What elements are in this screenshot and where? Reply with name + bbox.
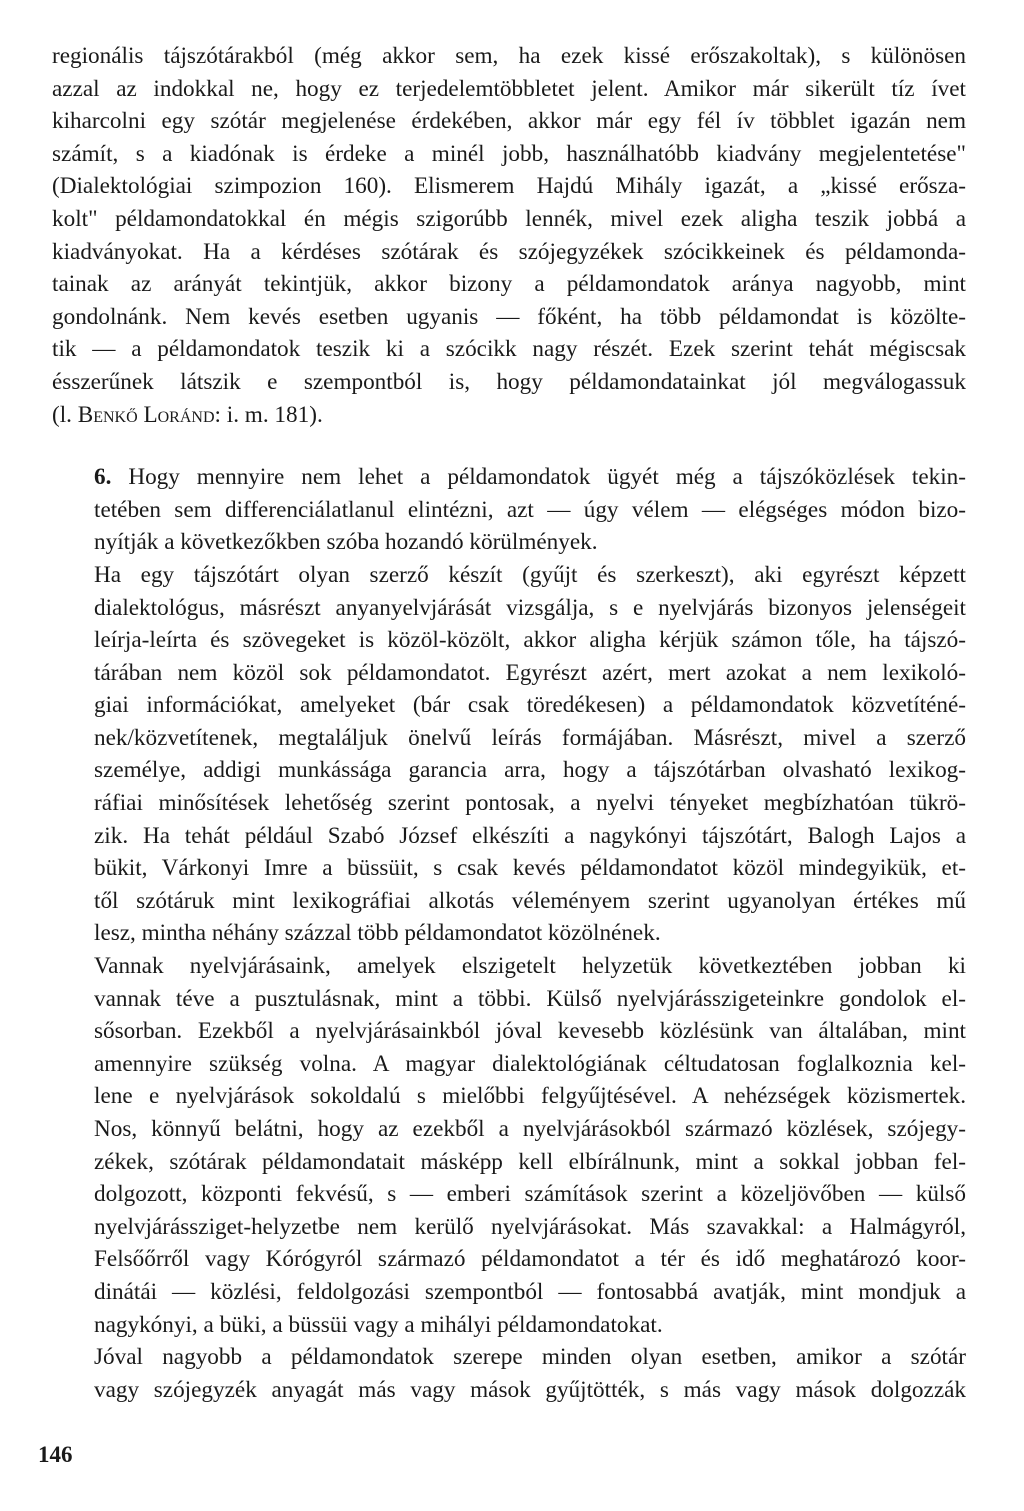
- text-line: giai információkat, amelyeket (bár csak töredékesen) a példamondatok közvetíténé-: [94, 692, 966, 719]
- page-body: [52, 40, 966, 1406]
- citation-line: [52, 399, 966, 432]
- text-line: tainak az arányát tekintjük, akkor bizony a példamondatok aránya nagyobb, mint: [52, 271, 966, 298]
- text-line: dinátái — közlési, feldolgozási szempontból — fontosabbá avatják, mint mondjuk a: [94, 1278, 966, 1305]
- text-line: kolt" példamondatokkal én mégis szigorúbb lennék, mivel ezek aligha teszik jobbá a: [52, 205, 966, 232]
- text-line: kiharcolni egy szótár megjelenése érdekében, akkor már egy fél ív többlet igazán nem: [52, 108, 966, 135]
- text-line: sősorban. Ezekből a nyelvjárásainkból jóval kevesebb közlésünk van általában, mint: [94, 1018, 966, 1045]
- text-line: regionális tájszótárakból (még akkor sem, ha ezek kissé erőszakoltak), s különösen: [52, 43, 966, 69]
- text-line: nagykónyi, a büki, a büssüi vagy a mihályi példamondatokat.: [94, 1311, 663, 1338]
- text-line: nyelvjárássziget-helyzetbe nem kerülő nyelvjárásokat. Más szavakkal: a Halmágyról,: [94, 1213, 966, 1240]
- text-line: dolgozott, központi fekvésű, s — emberi számítások szerint a közeljövőben — külső: [94, 1181, 966, 1208]
- text-line: nek/közvetítenek, megtaláljuk önelvű leírás formájában. Másrészt, mivel a szerző: [94, 724, 966, 751]
- section-number: 6.: [94, 464, 112, 491]
- paragraph-1: [52, 40, 966, 431]
- text-line: [52, 461, 966, 494]
- text-line: számít, s a kiadónak is érdeke a minél jobb, használhatóbb kiadvány megjelentetése": [52, 140, 966, 167]
- text-line: Nos, könnyű belátni, hogy az ezekből a nyelvjárásokból származó közlések, szójegy-: [94, 1116, 966, 1142]
- text-line: tik — a példamondatok teszik ki a szócikk nagy részét. Ezek szerint tehát mégiscsak: [52, 336, 966, 363]
- page-number: 146: [38, 1442, 73, 1467]
- paragraph-4: [52, 950, 966, 1341]
- paragraph-section-6: [52, 461, 966, 559]
- paragraph-3: [52, 559, 966, 950]
- citation-prefix: (l.: [52, 401, 78, 428]
- text-span: Hogy mennyire nem lehet a példamondatok ügyét még a tájszóközlések tekin-: [111, 464, 966, 491]
- text-line: Jóval nagyobb a példamondatok szerepe minden olyan esetben, amikor a szótár: [94, 1344, 966, 1371]
- text-line: zik. Ha tehát például Szabó József elkészíti a nagykónyi tájszótárt, Balogh Lajos a: [94, 822, 966, 849]
- text-line: leírja-leírta és szövegeket is közöl-közölt, akkor aligha kérjük számon tőle, ha tájszó-: [94, 627, 966, 654]
- text-line: azzal az indokkal ne, hogy ez terjedelemtöbbletet jelent. Amikor már sikerült tíz ívet: [52, 75, 966, 102]
- text-line: dialektológus, másrészt anyanyelvjárását vizsgálja, s e nyelvjárás bizonyos jelenségeit: [94, 594, 966, 621]
- text-line: től szótáruk mint lexikográfiai alkotás véleményem szerint ugyanolyan értékes mű: [94, 887, 966, 914]
- text-line: tetében sem differenciálatlanul elintézni, azt — úgy vélem — elégséges módon bizo-: [94, 496, 966, 523]
- text-line: vagy szójegyzék anyagát más vagy mások gyűjtötték, s más vagy mások dolgozzák: [94, 1376, 966, 1403]
- text-line: kiadványokat. Ha a kérdéses szótárak és szójegyzékek szócikkeinek és példamonda-: [52, 238, 966, 265]
- text-line: lesz, mintha néhány százzal több példamondatot közölnének.: [94, 920, 661, 947]
- text-line: Ha egy tájszótárt olyan szerző készít (gyűjt és szerkeszt), aki egyrészt képzett: [94, 561, 966, 588]
- paragraph-5: [52, 1341, 966, 1406]
- text-line: ésszerűnek látszik e szempontból is, hogy példamondatainkat jól megválogassuk: [52, 368, 966, 395]
- text-line: (Dialektológiai szimpozion 160). Elismerem Hajdú Mihály igazát, a „kissé erősza-: [52, 173, 966, 200]
- text-line: tárában nem közöl sok példamondatot. Egyrészt azért, mert azokat a nem lexikoló-: [94, 659, 966, 686]
- text-line: zékek, szótárak példamondatait másképp kell elbírálnunk, mint a sokkal jobban fel-: [94, 1148, 966, 1175]
- text-line: bükit, Várkonyi Imre a büssüit, s csak kevés példamondatot közöl mindegyikük, et-: [94, 855, 966, 882]
- text-line: ráfiai minősítések lehetőség szerint pontosak, a nyelvi tényeket megbízhatóan tükrö-: [94, 790, 966, 817]
- text-line: nyítják a következőkben szóba hozandó körülmények.: [94, 529, 598, 556]
- text-line: lene e nyelvjárások sokoldalú s mielőbbi felgyűjtésével. A nehézségek közismertek.: [94, 1083, 966, 1110]
- text-line: Vannak nyelvjárásaink, amelyek elszigetelt helyzetük következtében jobban ki: [94, 953, 966, 980]
- text-line: vannak téve a pusztulásnak, mint a többi. Külső nyelvjárásszigeteinkre gondolok el-: [94, 985, 966, 1012]
- citation-suffix: : i. m. 181).: [214, 401, 323, 428]
- text-line: Felsőőrről vagy Kórógyról származó példamondatot a tér és idő meghatározó koor-: [94, 1246, 966, 1273]
- text-line: amennyire szükség volna. A magyar dialektológiának céltudatosan foglalkoznia kel-: [94, 1050, 966, 1077]
- text-line: személye, addigi munkássága garancia arra, hogy a tájszótárban olvasható lexikog-: [94, 757, 966, 784]
- citation-author: Benkő Loránd: [77, 401, 215, 428]
- text-line: gondolnánk. Nem kevés esetben ugyanis — főként, ha több példamondat is közölte-: [52, 303, 966, 330]
